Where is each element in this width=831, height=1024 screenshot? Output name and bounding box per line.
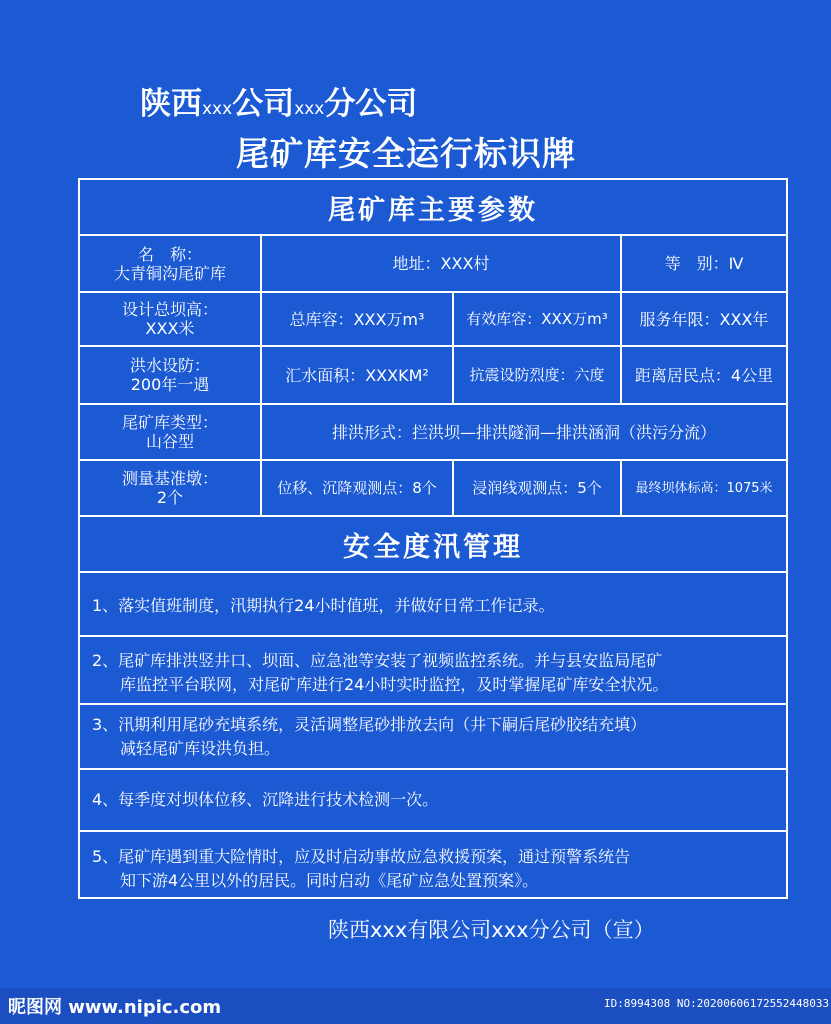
title-part: xxx xyxy=(294,99,325,119)
dam-height-cell xyxy=(80,293,260,345)
flood-label: 洪水设防： xyxy=(129,356,210,375)
title-part: 公司 xyxy=(232,86,295,122)
grade-cell: 等 别：Ⅳ xyxy=(664,254,744,273)
divider xyxy=(78,768,788,770)
footer-company: 陕西xxx有限公司xxx分公司（宣） xyxy=(328,918,655,942)
safety-item-text: 3、汛期利用尾砂充填系统，灵活调整尾砂排放去向（井下嗣后尾砂胶结充填） xyxy=(92,715,647,734)
safety-item-text: 1、落实值班制度，汛期执行24小时值班，并做好日常工作记录。 xyxy=(92,596,555,615)
safety-item-2 xyxy=(92,649,782,697)
dam-height-label: 设计总坝高： xyxy=(121,300,218,319)
watermark: 昵图网 www.nipic.com xyxy=(8,997,222,1018)
divider xyxy=(78,830,788,832)
params-heading: 尾矿库主要参数 xyxy=(328,194,538,226)
name-label: 名 称： xyxy=(137,244,202,264)
displacement-cell: 位移、沉降观测点：8个 xyxy=(277,478,437,497)
safety-item-text: 库监控平台联网，对尾矿库进行24小时实时监控，及时掌握尾矿库安全状况。 xyxy=(120,675,669,694)
safety-item-4 xyxy=(92,788,782,812)
total-capacity-cell: 总库容：XXX万m³ xyxy=(289,309,425,329)
address-cell: 地址：XXX村 xyxy=(392,254,490,273)
title-part: 陕西 xyxy=(140,86,202,122)
safety-item-text: 减轻尾矿库设洪负担。 xyxy=(120,739,281,758)
flood-cell xyxy=(80,347,260,403)
safety-item-text: 5、尾矿库遇到重大险情时，应及时启动事故应急救援预案，通过预警系统告 xyxy=(92,847,631,866)
divider xyxy=(78,571,788,573)
company-title xyxy=(140,78,417,123)
sign-title: 尾矿库安全运行标识牌 xyxy=(236,134,576,173)
type-cell xyxy=(80,405,260,459)
name-value: 大青铜沟尾矿库 xyxy=(113,263,226,283)
benchmark-cell xyxy=(80,461,260,515)
safety-item-1 xyxy=(92,594,782,618)
divider xyxy=(78,635,788,637)
drainage-cell: 排洪形式：拦洪坝—排洪隧洞—排洪涵洞（洪污分流） xyxy=(331,422,716,442)
seismic-cell: 抗震设防烈度：六度 xyxy=(469,365,605,384)
name-cell xyxy=(80,236,260,291)
safety-item-5 xyxy=(92,845,782,893)
catchment-cell: 汇水面积：XXXKM² xyxy=(285,365,429,385)
flood-value: 200年一遇 xyxy=(130,375,210,394)
effective-capacity-cell: 有效库容：XXX万m³ xyxy=(466,309,608,328)
safety-item-3 xyxy=(92,713,782,761)
safety-item-text: 4、每季度对坝体位移、沉降进行技术检测一次。 xyxy=(92,790,439,809)
final-elevation-cell: 最终坝体标高：1075米 xyxy=(635,480,773,496)
distance-cell: 距离居民点：4公里 xyxy=(634,365,774,385)
dam-height-value: XXX米 xyxy=(145,319,195,338)
type-label: 尾矿库类型： xyxy=(121,413,218,432)
image-id: ID:8994308 NO:20200606172552448033 xyxy=(604,997,830,1010)
divider xyxy=(78,703,788,705)
safety-heading: 安全度汛管理 xyxy=(343,531,523,563)
seepage-cell: 浸润线观测点：5个 xyxy=(472,478,602,497)
safety-item-text: 知下游4公里以外的居民。同时启动《尾矿应急处置预案》。 xyxy=(120,871,539,890)
service-life-cell: 服务年限：XXX年 xyxy=(639,309,769,329)
safety-item-text: 2、尾矿库排洪竖井口、坝面、应急池等安装了视频监控系统。并与县安监局尾矿 xyxy=(92,651,663,670)
benchmark-label: 测量基准墩： xyxy=(121,469,218,488)
title-part: 分公司 xyxy=(324,86,418,122)
benchmark-value: 2个 xyxy=(156,488,184,507)
title-part: xxx xyxy=(202,99,233,119)
type-value: 山谷型 xyxy=(145,432,194,451)
